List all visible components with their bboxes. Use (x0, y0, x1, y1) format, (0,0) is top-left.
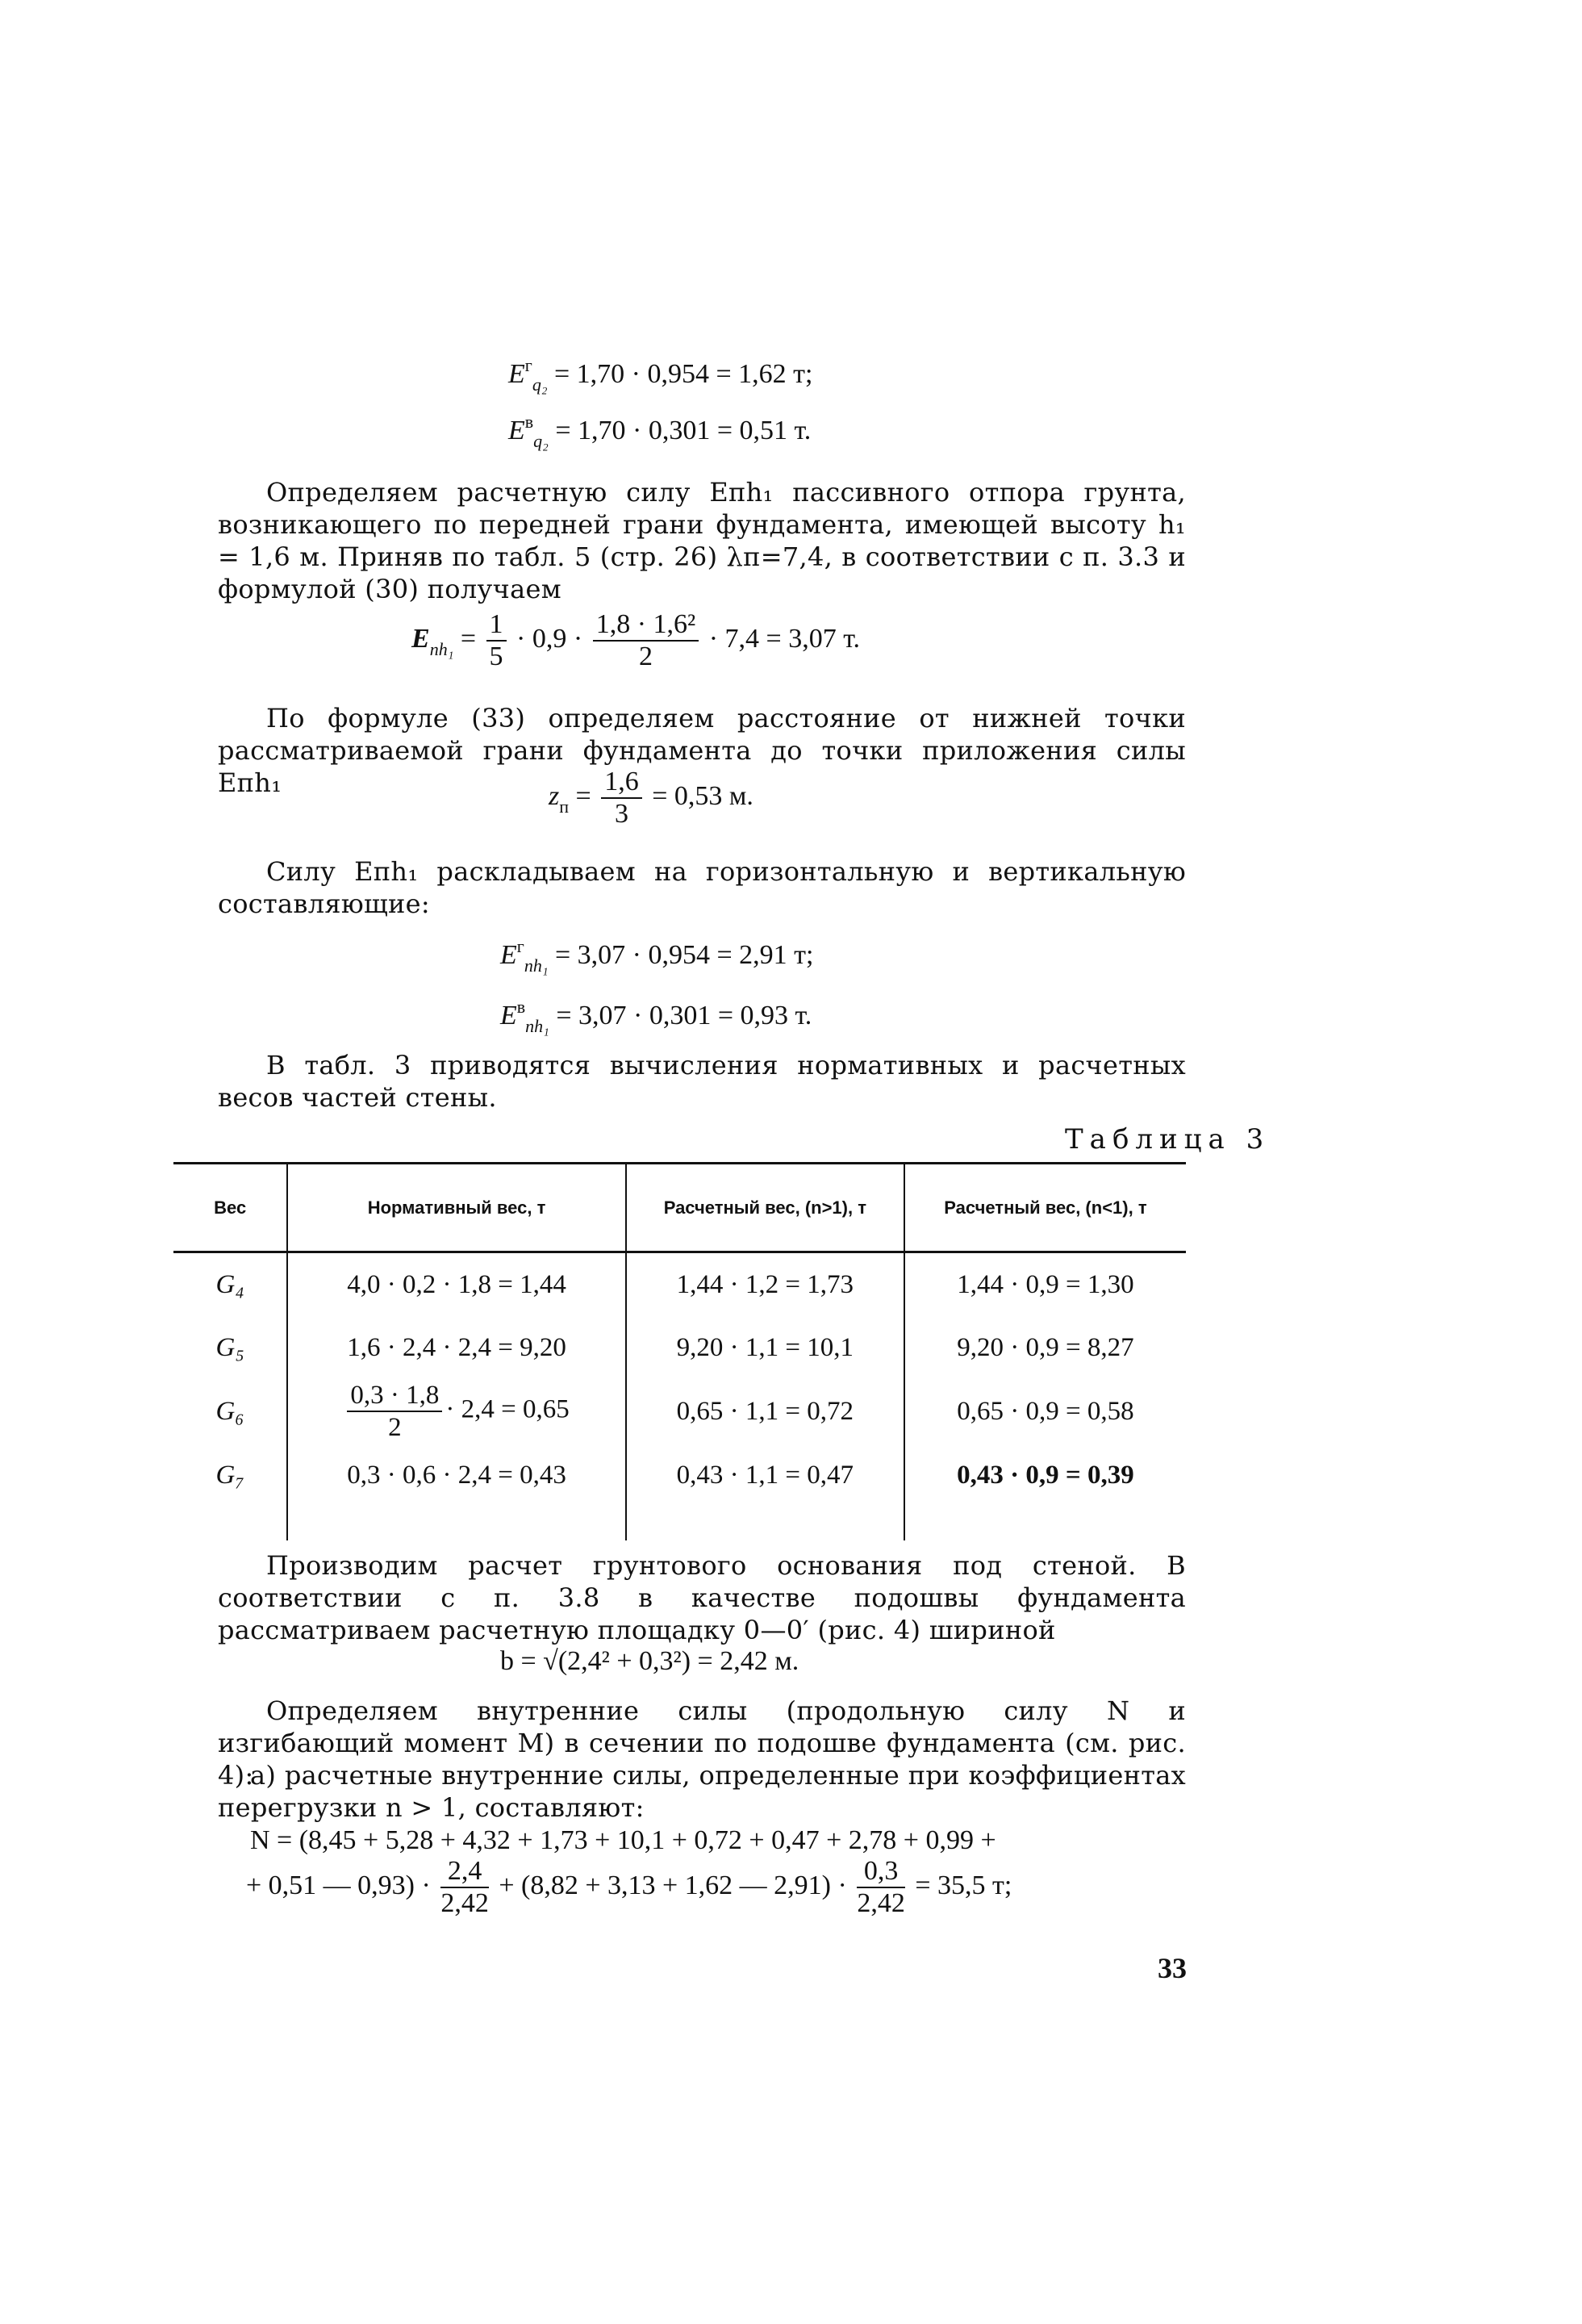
formula-symbol: E (508, 359, 525, 389)
formula-enh1 (411, 609, 860, 672)
formula-rhs: = 1,70 · 0,301 = 0,51 т. (555, 416, 812, 445)
table-header: Вес (173, 1164, 287, 1252)
table-row (173, 1444, 1186, 1507)
formula-zn (549, 767, 753, 830)
fraction-numerator: 0,3 · 1,8 (347, 1380, 442, 1412)
table-cell: 1,44 · 0,9 = 1,30 (904, 1252, 1186, 1317)
formula-superscript: в (524, 412, 534, 432)
fraction-denominator: 2 (388, 1413, 402, 1442)
weights-table (173, 1162, 1186, 1540)
formula-symbol: E (411, 623, 430, 654)
formula-subscript: п (559, 796, 570, 817)
fraction-numerator: 1,8 · 1,6² (593, 609, 699, 642)
table-cell: 9,20 · 1,1 = 10,1 (626, 1316, 904, 1379)
formula-symbol: E (508, 416, 525, 445)
table-cell: G₆ (215, 1396, 244, 1426)
formula-tail: · 7,4 = 3,07 т. (708, 623, 861, 654)
paragraph-overload: а) расчетные внутренние силы, определенные при коэффициентах перегрузки n > 1, составляют: (218, 1760, 1186, 1823)
formula-part: = 35,5 т; (915, 1870, 1012, 1900)
formula-superscript: в (516, 997, 526, 1017)
table-row (173, 1252, 1186, 1317)
formula-n-line2 (246, 1856, 1012, 1919)
formula-symbol: z (549, 780, 560, 811)
table-cell: 0,65 · 1,1 = 0,72 (626, 1379, 904, 1444)
table-cell: 0,3 · 0,6 · 2,4 = 0,43 (287, 1444, 625, 1507)
paragraph-soil-base: Производим расчет грунтового основания под стеной. В соответствии с п. 3.8 в качестве подошвы фундамента рассматриваем расчетную площадку 0—0′ (рис. 4) шириной (218, 1550, 1186, 1645)
formula-eq2-vertical (508, 412, 811, 452)
table-cell: 9,20 · 0,9 = 8,27 (904, 1316, 1186, 1379)
formula-n-line1: N = (8,45 + 5,28 + 4,32 + 1,73 + 10,1 + 0,72 + 0,47 + 2,78 + 0,99 + (250, 1825, 996, 1855)
paragraph-passive-resistance: Определяем расчетную силу Eпh₁ пассивного отпора грунта, возникающего по передней грани фундамента, имеющей высоту h₁ = 1,6 м. Приняв по табл. 5 (стр. 26) λп=7,4, в соответствии с п. 3.3 и формулой (30) получаем (218, 477, 1186, 604)
table-header: Нормативный вес, т (287, 1164, 625, 1252)
formula-subscript: q₂ (532, 374, 548, 395)
formula-tail: · 2,4 = 0,65 (445, 1394, 570, 1424)
table-header: Расчетный вес, (n<1), т (904, 1164, 1186, 1252)
table-header-row (173, 1164, 1186, 1252)
paragraph-table-intro: В табл. 3 приводятся вычисления нормативных и расчетных весов частей стены. (218, 1050, 1186, 1113)
table-cell: 0,43 · 0,9 = 0,39 (904, 1444, 1186, 1507)
table-title: Таблица 3 (1065, 1123, 1271, 1156)
table-cell: 1,44 · 1,2 = 1,73 (626, 1252, 904, 1317)
fraction (347, 1380, 442, 1443)
fraction (440, 1856, 489, 1919)
table-cell: 0,43 · 1,1 = 0,47 (626, 1444, 904, 1507)
formula-rhs: = 3,07 · 0,301 = 0,93 т. (556, 1001, 812, 1030)
formula-symbol: E (500, 1001, 517, 1030)
paragraph-distance: По формуле (33) определяем расстояние от нижней точки рассматриваемой грани фундамента до точки приложения силы Eпh₁ (218, 703, 1186, 798)
table-cell: G₄ (215, 1269, 244, 1299)
fraction-denominator: 2,42 (857, 1888, 905, 1918)
formula-subscript: пh₁ (429, 638, 454, 659)
fraction-numerator: 0,3 (857, 1856, 905, 1888)
table-cell: 1,6 · 2,4 · 2,4 = 9,20 (287, 1316, 625, 1379)
table-row-spacer (173, 1507, 1186, 1540)
fraction (486, 609, 507, 672)
formula-rhs: = 3,07 · 0,954 = 2,91 т; (554, 940, 814, 970)
fraction-denominator: 3 (614, 799, 628, 829)
formula-enh1-horizontal (500, 936, 813, 976)
fraction-denominator: 5 (489, 642, 503, 671)
formula-subscript: пh₁ (524, 955, 549, 976)
fraction-numerator: 1,6 (601, 767, 642, 799)
formula-equals: = (460, 623, 477, 654)
table-cell-g6-formula (287, 1379, 625, 1444)
page-number: 33 (1158, 1952, 1187, 1984)
formula-symbol: E (500, 940, 517, 970)
fraction-numerator: 2,4 (440, 1856, 489, 1888)
paragraph-internal-forces: Определяем внутренние силы (продольную силу N и изгибающий момент M) в сечении по подошве фундамента (см. рис. 4): (218, 1695, 1186, 1791)
formula-subscript: пh₁ (525, 1016, 549, 1036)
formula-b: b = √(2,4² + 0,3²) = 2,42 м. (500, 1646, 799, 1676)
fraction (593, 609, 699, 672)
table-cell: 4,0 · 0,2 · 1,8 = 1,44 (287, 1252, 625, 1317)
formula-superscript: г (516, 936, 524, 956)
formula-part: + (8,82 + 3,13 + 1,62 — 2,91) · (499, 1870, 847, 1900)
formula-enh1-vertical (500, 997, 812, 1037)
fraction-denominator: 2,42 (440, 1888, 489, 1918)
fraction-numerator: 1 (486, 609, 507, 642)
paragraph-components: Силу Eпh₁ раскладываем на горизонтальную и вертикальную составляющие: (218, 856, 1186, 919)
formula-middle: · 0,9 · (516, 623, 583, 654)
formula-eq2-horizontal (508, 355, 812, 395)
table-row (173, 1316, 1186, 1379)
formula-rhs: = 1,70 · 0,954 = 1,62 т; (553, 359, 813, 389)
table-row (173, 1379, 1186, 1444)
fraction (857, 1856, 905, 1919)
table-header: Расчетный вес, (n>1), т (626, 1164, 904, 1252)
formula-part: + 0,51 — 0,93) · (246, 1870, 431, 1900)
fraction-denominator: 2 (638, 642, 653, 671)
formula-tail: = 0,53 м. (652, 780, 753, 811)
formula-equals: = (575, 780, 591, 811)
table-cell: G₅ (215, 1332, 244, 1362)
table-cell: 0,65 · 0,9 = 0,58 (904, 1379, 1186, 1444)
table-cell: G₇ (215, 1460, 244, 1490)
formula-superscript: г (524, 355, 532, 375)
fraction (601, 767, 642, 830)
formula-subscript: q₂ (533, 431, 549, 451)
